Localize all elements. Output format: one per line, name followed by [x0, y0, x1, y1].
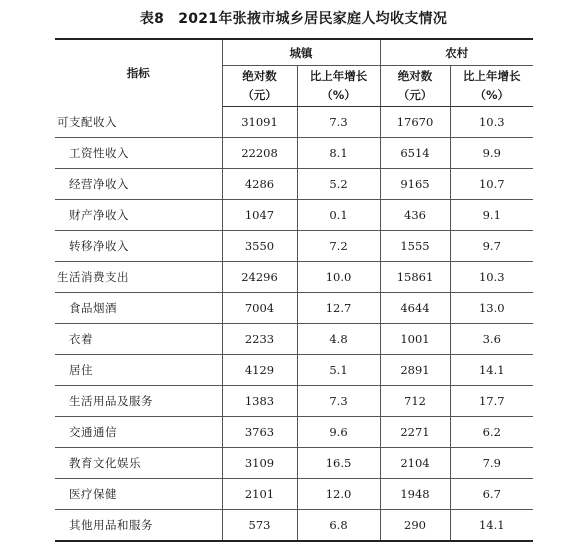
row-label: 居住 [55, 355, 222, 386]
urban-growth-cell: 7.2 [297, 231, 380, 262]
table-number: 表8 [139, 11, 165, 27]
row-label: 生活消费支出 [55, 262, 222, 293]
table-row [55, 479, 533, 510]
row-label: 食品烟酒 [55, 293, 222, 324]
table-row [55, 169, 533, 200]
rural-growth-cell: 6.2 [450, 417, 533, 448]
rural-abs-header [380, 66, 450, 107]
rural-growth-unit: （%） [474, 88, 510, 102]
urban-growth-cell: 12.0 [297, 479, 380, 510]
rural-abs-unit: （元） [397, 88, 433, 102]
urban-abs-cell: 1383 [222, 386, 297, 417]
rural-growth-cell: 9.1 [450, 200, 533, 231]
urban-abs-label: 绝对数 [242, 69, 277, 83]
urban-abs-cell: 4129 [222, 355, 297, 386]
urban-growth-cell: 9.6 [297, 417, 380, 448]
table-body [55, 107, 533, 542]
urban-abs-unit: （元） [242, 88, 277, 102]
rural-growth-cell: 3.6 [450, 324, 533, 355]
row-label: 工资性收入 [55, 138, 222, 169]
urban-abs-cell: 1047 [222, 200, 297, 231]
urban-growth-header [297, 66, 380, 107]
table-row [55, 231, 533, 262]
urban-abs-cell: 2101 [222, 479, 297, 510]
row-label: 其他用品和服务 [55, 510, 222, 542]
rural-abs-cell: 2891 [380, 355, 450, 386]
urban-growth-cell: 7.3 [297, 386, 380, 417]
table-row [55, 417, 533, 448]
urban-growth-cell: 8.1 [297, 138, 380, 169]
urban-abs-cell: 24296 [222, 262, 297, 293]
table-title [0, 8, 587, 28]
rural-growth-cell: 14.1 [450, 510, 533, 542]
rural-growth-header [450, 66, 533, 107]
urban-abs-cell: 31091 [222, 107, 297, 138]
urban-abs-cell: 3109 [222, 448, 297, 479]
table-row [55, 386, 533, 417]
indicator-header: 指标 [55, 39, 222, 107]
row-label: 交通通信 [55, 417, 222, 448]
rural-abs-cell: 4644 [380, 293, 450, 324]
urban-abs-cell: 22208 [222, 138, 297, 169]
urban-growth-label: 比上年增长 [309, 69, 368, 83]
urban-growth-cell: 10.0 [297, 262, 380, 293]
rural-abs-cell: 712 [380, 386, 450, 417]
table-row [55, 355, 533, 386]
table-row [55, 448, 533, 479]
rural-header: 农村 [380, 39, 533, 66]
rural-abs-cell: 1555 [380, 231, 450, 262]
rural-abs-cell: 290 [380, 510, 450, 542]
urban-growth-cell: 7.3 [297, 107, 380, 138]
row-label: 衣着 [55, 324, 222, 355]
urban-header: 城镇 [222, 39, 380, 66]
rural-growth-cell: 9.9 [450, 138, 533, 169]
urban-growth-cell: 16.5 [297, 448, 380, 479]
rural-growth-label: 比上年增长 [463, 69, 521, 83]
rural-growth-cell: 14.1 [450, 355, 533, 386]
table-title-text: 2021年张掖市城乡居民家庭人均收支情况 [178, 11, 448, 27]
row-label: 转移净收入 [55, 231, 222, 262]
urban-growth-cell: 4.8 [297, 324, 380, 355]
rural-growth-cell: 17.7 [450, 386, 533, 417]
rural-abs-cell: 6514 [380, 138, 450, 169]
urban-growth-cell: 6.8 [297, 510, 380, 542]
rural-abs-label: 绝对数 [397, 69, 433, 83]
table-row [55, 262, 533, 293]
row-label: 教育文化娱乐 [55, 448, 222, 479]
urban-growth-cell: 5.1 [297, 355, 380, 386]
row-label: 可支配收入 [55, 107, 222, 138]
table-row [55, 200, 533, 231]
rural-growth-cell: 9.7 [450, 231, 533, 262]
rural-growth-cell: 10.3 [450, 107, 533, 138]
urban-growth-cell: 5.2 [297, 169, 380, 200]
urban-abs-cell: 3763 [222, 417, 297, 448]
header-group-row [55, 39, 533, 66]
rural-growth-cell: 10.7 [450, 169, 533, 200]
income-expenditure-table [55, 38, 533, 542]
urban-abs-cell: 2233 [222, 324, 297, 355]
urban-growth-cell: 12.7 [297, 293, 380, 324]
rural-growth-cell: 13.0 [450, 293, 533, 324]
rural-growth-cell: 6.7 [450, 479, 533, 510]
rural-abs-cell: 17670 [380, 107, 450, 138]
urban-abs-cell: 7004 [222, 293, 297, 324]
row-label: 经营净收入 [55, 169, 222, 200]
urban-abs-header [222, 66, 297, 107]
rural-abs-cell: 436 [380, 200, 450, 231]
urban-abs-cell: 573 [222, 510, 297, 542]
urban-abs-cell: 3550 [222, 231, 297, 262]
rural-growth-cell: 7.9 [450, 448, 533, 479]
rural-abs-cell: 1948 [380, 479, 450, 510]
row-label: 医疗保健 [55, 479, 222, 510]
urban-abs-cell: 4286 [222, 169, 297, 200]
rural-growth-cell: 10.3 [450, 262, 533, 293]
rural-abs-cell: 1001 [380, 324, 450, 355]
table-row [55, 510, 533, 542]
row-label: 生活用品及服务 [55, 386, 222, 417]
rural-abs-cell: 2271 [380, 417, 450, 448]
rural-abs-cell: 15861 [380, 262, 450, 293]
urban-growth-unit: （%） [321, 88, 356, 102]
table-row [55, 293, 533, 324]
table-row [55, 138, 533, 169]
urban-growth-cell: 0.1 [297, 200, 380, 231]
table-row [55, 107, 533, 138]
row-label: 财产净收入 [55, 200, 222, 231]
table-row [55, 324, 533, 355]
rural-abs-cell: 2104 [380, 448, 450, 479]
rural-abs-cell: 9165 [380, 169, 450, 200]
